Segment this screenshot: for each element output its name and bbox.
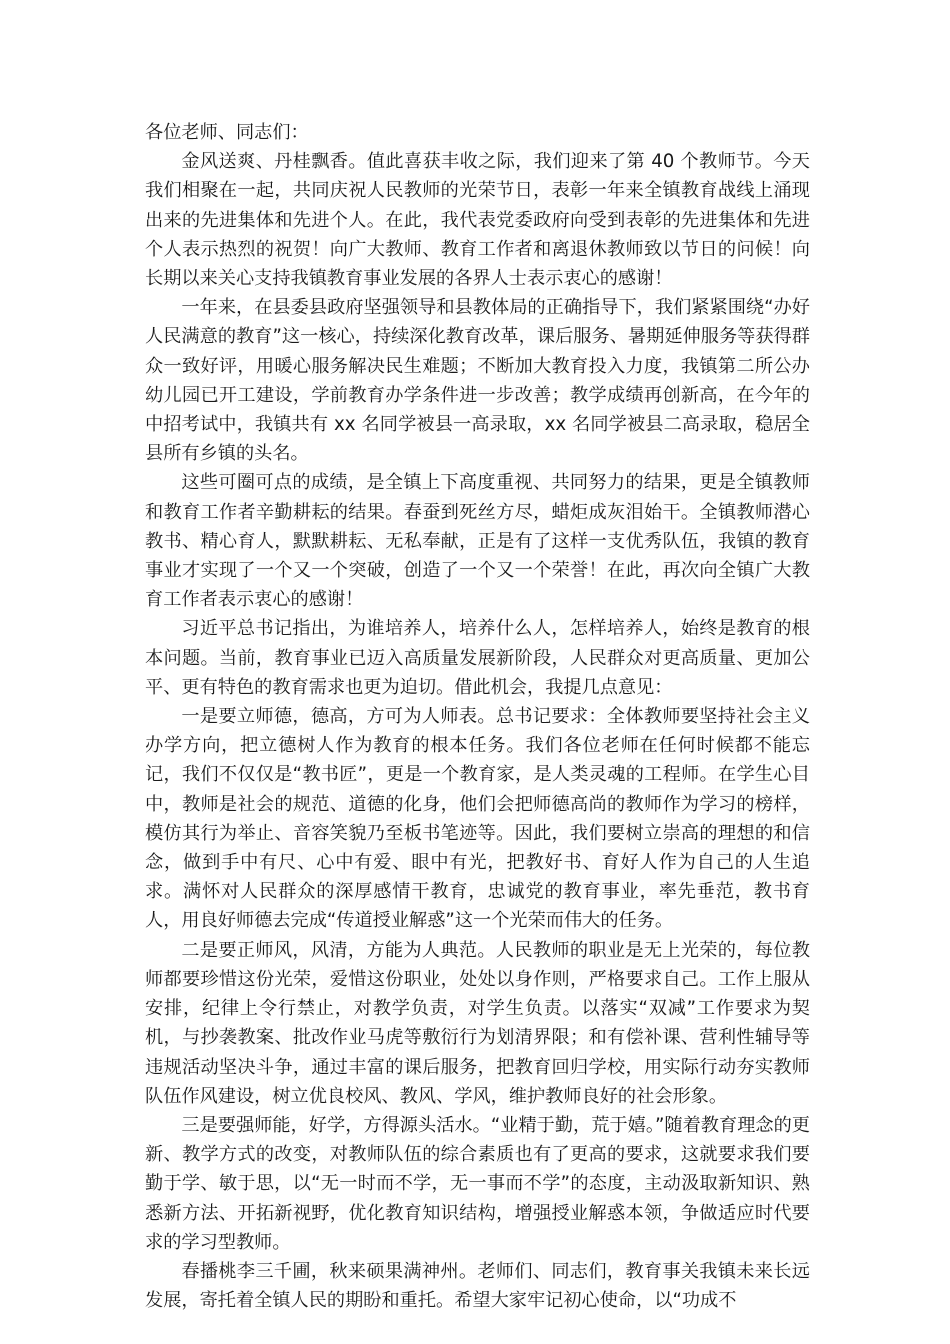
paragraph-achievements: 一年来，在县委县政府坚强领导和县教体局的正确指导下，我们紧紧围绕“办好人民满意的教育”这一核心，持续深化教育改革，课后服务、暑期延伸服务等获得群众一致好评，用暖心服务解决民生难题；不断加大教育投入力度，我镇第二所公办幼儿园已开工建设，学前教育办学条件进一步改善；教学成绩再创新高，在今年的中招考试中，我镇共有 xx 名同学被县一高录取，xx 名同学被县二高录取，稳居全县所有乡镇的头名。 (145, 297, 810, 465)
speech-body (145, 118, 810, 1315)
paragraph-core-question: 习近平总书记指出，为谁培养人，培养什么人，怎样培养人，始终是教育的根本问题。当前，教育事业已迈入高质量发展新阶段，人民群众对更高质量、更加公平、更有特色的教育需求也更为迫切。借此机会，我提几点意见： (145, 618, 810, 698)
salutation: 各位老师、同志们： (145, 122, 309, 143)
paragraph-closing: 春播桃李三千圃，秋来硕果满神州。老师们、同志们，教育事关我镇未来长远发展，寄托着全镇人民的期盼和重托。希望大家牢记初心使命，以“功成不 (145, 1260, 810, 1312)
paragraph-conduct: 二是要正师风，风清，方能为人典范。人民教师的职业是无上光荣的，每位教师都要珍惜这份光荣，爱惜这份职业，处处以身作则，严格要求自己。工作上服从安排，纪律上令行禁止，对教学负责，对学生负责。以落实“双减”工作要求为契机，与抄袭教案、批改作业马虎等敷衍行为划清界限；和有偿补课、营利性辅导等违规活动坚决斗争，通过丰富的课后服务，把教育回归学校，用实际行动夯实教师队伍作风建设，树立优良校风、教风、学风，维护教师良好的社会形象。 (145, 939, 810, 1107)
paragraph-ability: 三是要强师能，好学，方得源头活水。“业精于勤，荒于嬉。”随着教育理念的更新、教学方式的改变，对教师队伍的综合素质也有了更高的要求，这就要求我们要勤于学、敏于思，以“无一时而不学，无一事而不学”的态度，主动汲取新知识、熟悉新方法、开拓新视野，优化教育知识结构，增强授业解惑本领，争做适应时代要求的学习型教师。 (145, 1114, 810, 1253)
paragraph-ethics: 一是要立师德，德高，方可为人师表。总书记要求：全体教师要坚持社会主义办学方向，把立德树人作为教育的根本任务。我们各位老师在任何时候都不能忘记，我们不仅仅是“教书匠”，更是一个教育家，是人类灵魂的工程师。在学生心目中，教师是社会的规范、道德的化身，他们会把师德高尚的教师作为学习的榜样，模仿其行为举止、音容笑貌乃至板书笔迹等。因此，我们要树立崇高的理想的和信念，做到手中有尺、心中有爱、眼中有光，把教好书、育好人作为自己的人生追求。满怀对人民群众的深厚感情干教育，忠诚党的教育事业，率先垂范，教书育人，用良好师德去完成“传道授业解惑”这一个光荣而伟大的任务。 (145, 706, 810, 932)
paragraph-gratitude: 这些可圈可点的成绩，是全镇上下高度重视、共同努力的结果，更是全镇教师和教育工作者辛勤耕耘的结果。春蚕到死丝方尽，蜡炬成灰泪始干。全镇教师潜心教书、精心育人，默默耕耘、无私奉献，正是有了这样一支优秀队伍，我镇的教育事业才实现了一个又一个突破，创造了一个又一个荣誉！在此，再次向全镇广大教育工作者表示衷心的感谢！ (145, 472, 810, 611)
paragraph-opening: 金风送爽、丹桂飘香。值此喜获丰收之际，我们迎来了第 40 个教师节。今天我们相聚在一起，共同庆祝人民教师的光荣节日，表彰一年来全镇教育战线上涌现出来的先进集体和先进个人。在此，我代表党委政府向受到表彰的先进集体和先进个人表示热烈的祝贺！向广大教师、教育工作者和离退休教师致以节日的问候！向长期以来关心支持我镇教育事业发展的各界人士表示衷心的感谢！ (145, 151, 810, 290)
